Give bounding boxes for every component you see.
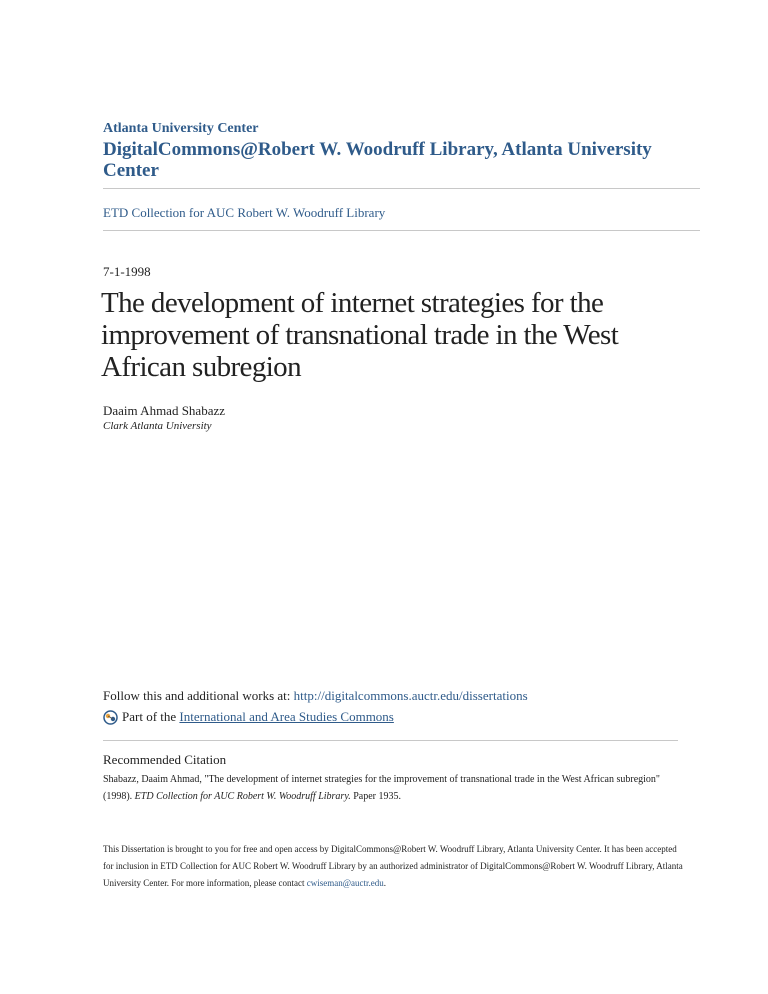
dissertations-url-link[interactable]: http://digitalcommons.auctr.edu/dissertations (293, 688, 528, 703)
organization-name: Atlanta University Center (103, 121, 259, 136)
author-affiliation: Clark Atlanta University (103, 420, 212, 432)
part-of-line (103, 709, 394, 725)
citation-heading: Recommended Citation (103, 752, 227, 767)
collection-divider (103, 230, 700, 231)
access-notice (103, 841, 683, 892)
collection-link[interactable]: ETD Collection for AUC Robert W. Woodruff Library (103, 205, 386, 220)
citation-collection: ETD Collection for AUC Robert W. Woodruff Library. (134, 791, 351, 802)
repository-name[interactable]: DigitalCommons@Robert W. Woodruff Library, Atlanta University Center (103, 139, 652, 181)
contact-email-link[interactable]: cwiseman@auctr.edu (306, 878, 384, 888)
publication-date: 7-1-1998 (103, 264, 151, 279)
author-name: Daaim Ahmad Shabazz (103, 403, 226, 418)
document-title: The development of internet strategies for the improvement of transnational trade in the West African subregion (101, 287, 619, 383)
citation-part-1: Shabazz, Daaim Ahmad, "The development of internet strategies for the improvement of transnational trade in the West African subregion" (1998). (103, 774, 661, 802)
follow-line (103, 688, 528, 704)
follow-prefix: Follow this and additional works at: (103, 688, 294, 703)
header-divider (103, 188, 700, 189)
international-area-studies-link[interactable]: International and Area Studies Commons (179, 709, 394, 724)
commons-network-icon (103, 710, 118, 725)
citation-text (103, 771, 683, 805)
part-of-prefix: Part of the (122, 709, 177, 724)
citation-part-2: Paper 1935. (350, 791, 401, 802)
notice-end: . (383, 878, 386, 888)
citation-divider (103, 740, 678, 741)
notice-text: This Dissertation is brought to you for free and open access by DigitalCommons@Robert W. Woodruff Library, Atlanta University Center. It has been accepted for inclusion in ETD Collection for AUC Robert W. Woodruff Library by an authorized administrator of DigitalCommons@Robert W. Woodruff Library, Atlanta University Center. For more information, please contact (103, 844, 683, 888)
